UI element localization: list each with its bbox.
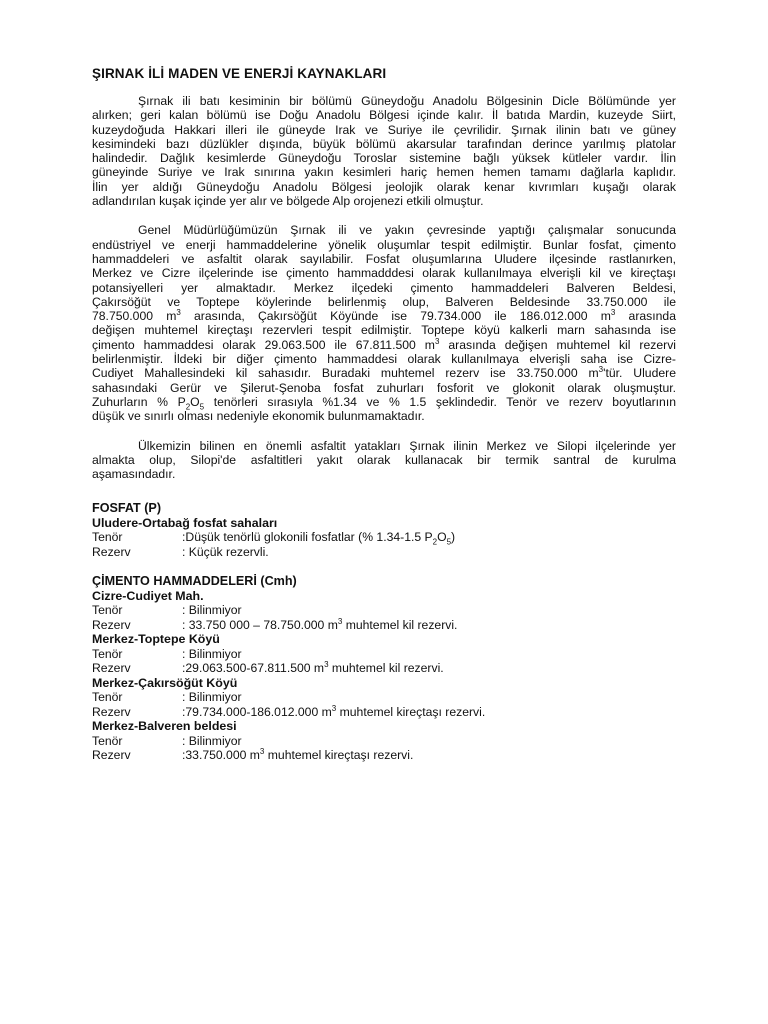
tenor-row [92,530,676,545]
superscript: 3 [176,308,181,318]
site-block [92,719,676,763]
field-value: : Bilinmiyor [182,646,242,661]
text-line: hammaddeleri ve asfaltit olarak sayılabilir. Fosfat oluşumlarına Uludere ilçesinde rastlanırken, [92,251,676,266]
text-fragment: O [190,394,200,409]
superscript: 3 [331,703,337,713]
text-line [92,309,676,323]
text-line: halindedir. Dağlık kesimlerde Güneydoğu Toroslar sistemine bağlı yüksek kütleler vardır. İlin [92,151,676,166]
subscript: 5 [199,402,205,412]
text-line: Ülkemizin bilinen en önemli asfaltit yatakları Şırnak ilinin Merkez ve Silopi ilçelerinde yer [138,438,676,453]
document-title: ŞIRNAK İLİ MADEN VE ENERJİ KAYNAKLARI [92,66,387,81]
text-fragment: O [437,530,447,545]
rezerv-row [92,545,676,560]
superscript: 3 [434,336,440,346]
text-fragment: :Düşük tenörlü glokonili fosfatlar (% 1.34-1.5 P [182,530,433,545]
subscript: 2 [185,402,191,412]
text-line: aşamasındadır. [92,467,176,482]
field-value: : Bilinmiyor [182,690,242,705]
field-value [182,661,676,676]
tenor-row [92,603,676,618]
text-fragment: ) [451,530,456,545]
text-fragment: çimento hammaddesi olarak 29.063.500 ile 67.811.500 m [92,337,435,352]
text-line: Çakırsöğüt ve Toptepe köylerinde belirlenmiş olup, Balveren Beldesinde 33.750.000 ile [92,294,676,309]
text-fragment: :29.063.500-67.811.500 m [182,661,325,676]
text-line [92,394,676,412]
text-line: değişen muhtemel kireçtaşı rezervleri tespit edilmiştir. Toptepe köyü kalkerli marn sahasında ise [92,323,676,338]
text-line [92,366,676,380]
text-line: Şırnak ili batı kesiminin bir bölümü Güneydoğu Anadolu Bölgesinin Dicle Bölümünde yer [138,94,676,108]
field-label: Tenör [92,603,123,618]
section-heading: FOSFAT (P) [92,501,162,516]
text-line: endüstriyel ve enerji hammaddelerine yönelik oluşumlar tespit edilmiştir. Bunlar fosfat, çimento [92,237,676,252]
text-fragment: 78.750.000 m [92,309,177,324]
rezerv-row [92,748,676,763]
text-line: Genel Müdürlüğümüzün Şırnak ili ve yakın çevresinde yaptığı çalışmalar sonucunda [138,223,676,238]
text-fragment: arasında, Çakırsöğüt Köyünde ise 79.734.000 ile 186.012.000 m [180,309,611,324]
site-name: Merkez-Toptepe Köyü [92,632,220,647]
text-fragment: 'tür. Uludere [603,366,676,381]
text-fragment: muhtemel kil rezervi. [328,661,444,676]
paragraph-studies [92,223,676,423]
field-label: Rezerv [92,748,131,763]
site-name: Merkez-Çakırsöğüt Köyü [92,675,238,690]
paragraph-intro [92,94,676,208]
text-line: alırken; geri kalan bölümü ise Doğu Anadolu Bölgesi içinde kalır. İl batıda Mardin, kuzeyde Siirt, [92,108,676,123]
field-label: Tenör [92,646,123,661]
text-line: kuzeydoğuda Hakkari illeri ile güneyde Irak ve Suriye ile çevrilidir. Şırnak ilinin batı ve güney [92,122,676,137]
field-label: Tenör [92,690,123,705]
text-fragment: :79.734.000-186.012.000 m [182,704,332,719]
site-name: Merkez-Balveren beldesi [92,719,237,734]
text-fragment: tenörleri sırasıyla %1.34 ve % 1.5 şeklindedir. Tenör ve rezerv boyutlarının [204,394,676,409]
tenor-row [92,647,676,662]
superscript: 3 [337,616,343,626]
text-line [92,338,676,352]
tenor-row [92,734,676,749]
field-label: Tenör [92,733,123,748]
text-line: kesimindeki bazı düzlükler dışında, büyük bölümü akarsular tarafından derince yarılmış platolar [92,136,676,151]
text-fragment: : 33.750 000 – 78.750.000 m [182,617,338,632]
site-block [92,676,676,720]
rezerv-row [92,661,676,676]
text-line: adlandırılan kuşak içinde yer alır ve bölgede Alp orojenezi etkili olmuştur. [92,194,484,209]
text-line: belirlenmiştir. İldeki bir diğer çimento hammaddesi olarak kullanılmaya elverişli saha ise Cizre- [92,352,676,367]
field-value: : Bilinmiyor [182,733,242,748]
text-fragment: muhtemel kil rezervi. [342,617,458,632]
superscript: 3 [610,308,616,318]
section-heading: ÇİMENTO HAMMADDELERİ (Cmh) [92,574,297,589]
text-line: güneyinde Suriye ve Irak sınırına yakın kesimleri hariç hemen hemen tamamı dağlarla kaplıdır. [92,165,676,180]
tenor-row [92,690,676,705]
site-name: Uludere-Ortabağ fosfat sahaları [92,515,278,530]
field-label: Rezerv [92,617,131,632]
field-value [182,748,676,763]
text-line: sahasındaki Gerür ve Şilerut-Şenoba fosfat zuhurları fosforit ve glokonit olarak oluşmuştur. [92,380,676,395]
section-fosfat [92,501,676,559]
field-label: Rezerv [92,661,131,676]
subscript: 2 [432,537,438,547]
field-label: Rezerv [92,544,131,559]
field-value [182,618,676,633]
field-label: Tenör [92,530,123,545]
superscript: 3 [598,365,604,375]
superscript: 3 [259,747,265,757]
site-block [92,589,676,633]
text-fragment: Cudiyet Mahallesindeki kil sahasıdır. Buradaki muhtemel rezerv ise 33.750.000 m [92,366,599,381]
field-value [182,705,676,720]
field-value: : Bilinmiyor [182,603,242,618]
text-fragment: arasında değişen muhtemel kil rezervi [439,337,677,352]
field-value [182,530,676,545]
text-line: almakta olup, Silopi'de asfaltitleri yakıt olarak kullanacak bir termik santral de kurulma [92,452,676,467]
subscript: 5 [446,537,452,547]
text-line: İlin yer aldığı Güneydoğu Anadolu Bölgesi jeolojik olarak kenar kıvrımları kuşağı olarak [92,179,676,194]
text-fragment: muhtemel kireçtaşı rezervi. [264,748,414,763]
paragraph-asphaltite [92,439,676,482]
text-fragment: :33.750.000 m [182,748,260,763]
site-name: Cizre-Cudiyet Mah. [92,588,204,603]
section-cimento [92,574,676,763]
text-fragment: Zuhurların % P [92,394,186,409]
text-line: düşük ve sınırlı olması nedeniyle ekonomik bulunmamaktadır. [92,409,425,424]
rezerv-row [92,618,676,633]
field-value: : Küçük rezervli. [182,544,269,559]
field-label: Rezerv [92,704,131,719]
superscript: 3 [324,660,329,670]
text-fragment: arasında [615,309,676,324]
text-line: potansiyelleri yer almaktadır. Merkez ilçedeki çimento hammaddeleri Balveren Beldesi, [92,280,676,295]
text-line: Merkez ve Cizre ilçelerinde ise çimento hammadddesi olarak kullanılmaya elverişli kil ve kireçtaşı [92,266,676,281]
rezerv-row [92,705,676,720]
site-block [92,632,676,676]
text-fragment: muhtemel kireçtaşı rezervi. [336,704,486,719]
